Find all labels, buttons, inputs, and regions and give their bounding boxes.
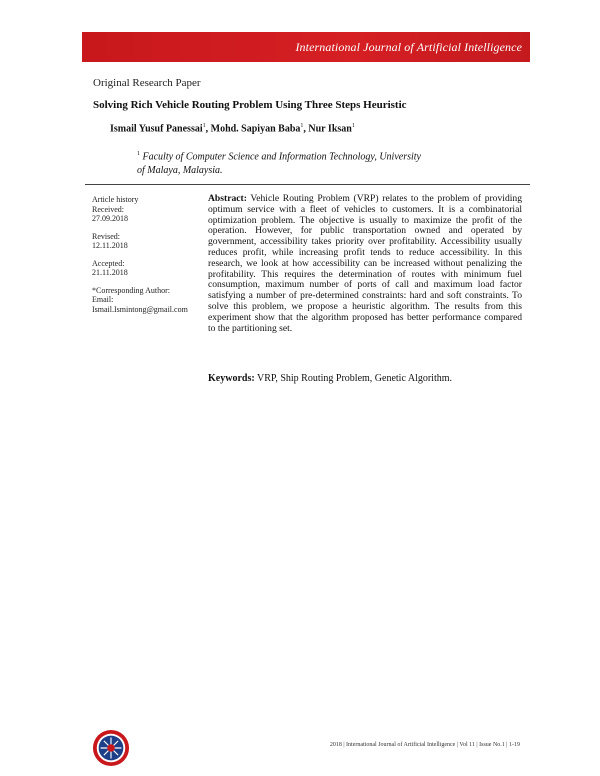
author-separator: , <box>303 123 309 135</box>
corresponding-label: *Corresponding Author: <box>92 285 170 295</box>
revised-date: 12.11.2018 <box>92 241 128 250</box>
author-name: Mohd. Sapiyan Baba <box>210 123 301 135</box>
keywords <box>208 373 522 384</box>
author-sup: 1 <box>351 123 355 129</box>
journal-banner <box>82 32 530 62</box>
paper-type: Original Research Paper <box>93 77 201 89</box>
author-sup: 1 <box>300 123 304 129</box>
abstract-text: Vehicle Routing Problem (VRP) relates to the problem of providing optimum service with a fleet of vehicles to customers. It is a combinatorial optimization problem. The objective is usually to maximize the profit of the operation. However, for public transportation owned and operated by government, accessibility takes priority over profitability. Accessibility usually reduces profit, while increasing profit tends to reduce accessibility. In this research, we look at how accessibility can be increased without penalizing the profitability. This requires the determination of routes with minimum fuel consumption, maximum number of ports of call and maximum load factor satisfying a number of pre-determined constraints: hard and soft constraints. To solve this problem, we propose a heuristic algorithm. The results from this experiment show that the algorithm proposed has better performance compared to the partitioning set. <box>208 193 522 334</box>
received-date: 27.09.2018 <box>92 214 128 223</box>
affiliation-text: Faculty of Computer Science and Information Technology, University of Malaya, Malaysia. <box>137 151 421 177</box>
divider <box>85 184 530 185</box>
accepted-date: 21.11.2018 <box>92 268 128 277</box>
journal-name: International Journal of Artificial Intelligence <box>295 40 522 54</box>
author-name: Ismail Yusuf Panessai <box>110 123 203 135</box>
keywords-text: VRP, Ship Routing Problem, Genetic Algorithm. <box>254 373 452 384</box>
revised-label: Revised: <box>92 231 120 241</box>
email-label: Email: <box>92 295 114 304</box>
affiliation <box>137 147 427 178</box>
history-heading: Article history <box>92 195 139 204</box>
author-separator: , <box>205 123 211 135</box>
article-history <box>92 195 197 314</box>
received-label: Received: <box>92 204 124 214</box>
paper-title: Solving Rich Vehicle Routing Problem Using Three Steps Heuristic <box>93 99 407 111</box>
author-sup: 1 <box>202 123 206 129</box>
author-list <box>110 123 355 134</box>
affiliation-sup: 1 <box>137 151 140 157</box>
author-name: Nur Iksan <box>308 123 352 135</box>
journal-seal-icon <box>92 729 130 767</box>
abstract-label: Abstract: <box>208 193 247 204</box>
email-address: Ismail.Ismintong@gmail.com <box>92 304 188 314</box>
keywords-label: Keywords: <box>208 373 255 384</box>
footer-citation: 2018 | International Journal of Artificial Intelligence | Vol 11 | Issue No.1 | 1-19 <box>329 742 520 748</box>
accepted-label: Accepted: <box>92 258 125 268</box>
abstract <box>208 194 522 334</box>
